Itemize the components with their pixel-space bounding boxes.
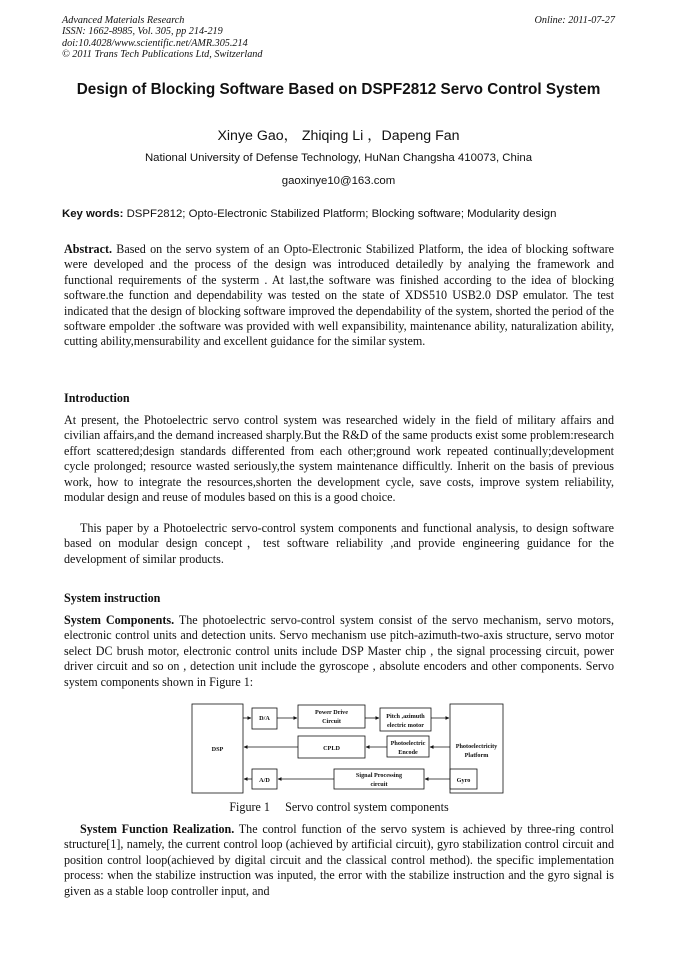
servo-system-diagram — [191, 703, 504, 795]
platform-label-1: Photoelectricity — [455, 743, 498, 750]
paper-affiliation: National University of Defense Technology, HuNan Changsha 410073, China — [144, 152, 533, 164]
system-function-paragraph — [64, 822, 614, 899]
signal-processing-label-2: circuit — [370, 781, 388, 788]
encoder-label-1: Photoelectric — [390, 740, 426, 747]
issn-line: ISSN: 1662-8985, Vol. 305, pp 214-219 — [62, 26, 223, 38]
copyright-line: © 2011 Trans Tech Publications Ltd, Switzerland — [62, 49, 263, 61]
gyro-label: Gyro — [456, 777, 471, 784]
platform-label-2: Platform — [464, 752, 489, 759]
paper-title: Design of Blocking Software Based on DSPF2812 Servo Control System — [76, 81, 601, 98]
keywords-label: Key words: — [62, 208, 124, 220]
system-function-text: The control function of the servo system is achieved by three-ring control structure[1], namely, the current control loop (achieved by artificial circuit), gyro stabilization control circuit and position control loop(achieved by digital circuit and the classical control method). the specific implementation process: when the stabilize instruction was inputed, the error with the stabilize instruction and the gyro signal is given as a stable loop controller input, and — [64, 822, 614, 898]
abstract — [64, 242, 614, 350]
system-components-text: The photoelectric servo-control system consist of the servo mechanism, servo motors, electronic control units and detection units. Servo mechanism use pitch-azimuth-two-axis structure, servo motor select DC brush motor, electronic control units include DSP Master chip , the signal processing circuit, power driver circuit and so on , detection unit include the gyroscope , absolute encoders and other components. Servo system components shown in Figure 1: — [64, 613, 615, 689]
introduction-heading: Introduction — [64, 391, 130, 405]
online-date: Online: 2011-07-27 — [534, 15, 615, 26]
paper-authors: Xinye Gao， Zhiqing Li ，Dapeng Fan — [217, 128, 460, 144]
doi-line: doi:10.4028/www.scientific.net/AMR.305.214 — [62, 37, 248, 49]
abstract-text: Based on the servo system of an Opto-Electronic Stabilized Platform, the idea of blocking software were developed and the process of the design was introduced detailedly by analying the framework and functional requirements of the systerm . At last,the software was finished according to the idea of blocking software.the function and dependability was tested on the state of XDS510 USB2.0 DSP emulator. The test indicated that the design of blocking software improved the dependability of the system, shorted the period of the software empolder .the software was provided with well expansibility, maintenance ability, naturalization ability, cutting ability,mensurability and excellent guidance for the similar system. — [64, 242, 614, 349]
system-function-label: System Function Realization. — [80, 822, 235, 836]
introduction-paragraph-2: This paper by a Photoelectric servo-control system components and functional analysis, to design software based on modular design concept，test software reliability ,and provide engineering guidance for the development of similar products. — [64, 521, 614, 566]
dsp-label: DSP — [211, 746, 224, 753]
system-instruction-heading: System instruction — [64, 591, 161, 605]
system-components-label: System Components. — [64, 613, 175, 627]
pitch-motor-label-2: electric motor — [387, 722, 424, 729]
journal-header — [62, 15, 615, 61]
pitch-motor-label-1: Pitch ,azimuth — [386, 713, 425, 720]
ad-label: A/D — [259, 777, 270, 784]
journal-name: Advanced Materials Research — [62, 15, 185, 26]
system-components-paragraph — [64, 613, 614, 690]
author-email: gaoxinye10@163.com — [281, 175, 396, 187]
introduction-paragraph-1: At present, the Photoelectric servo control system was researched widely in the field of military affairs and civilian affairs,and the demand increased sharply.But the R&D of the same products exist some problem:research effort scattered;design standards differented from each other;ground work repeated continually;development cycle prolonged; resource wasted seriously,the system maintenance difficultly. Inherit on the basis of previous work, how to integrate the resources,shorten the development cycle, save costs, improve system reliability, modular design and reuse of modules based on this is a good choice. — [64, 413, 614, 505]
da-label: D/A — [259, 715, 270, 722]
signal-processing-label-1: Signal Processing — [355, 772, 403, 779]
abstract-label: Abstract. — [64, 242, 113, 256]
keywords-text: DSPF2812; Opto-Electronic Stabilized Platform; Blocking software; Modularity design — [123, 208, 557, 220]
power-drive-label-2: Circuit — [322, 718, 341, 725]
power-drive-label-1: Power Drive — [314, 709, 349, 716]
keywords — [62, 208, 615, 220]
figure-caption: Figure 1 Servo control system components — [229, 800, 449, 814]
encoder-label-2: Encode — [398, 749, 418, 756]
cpld-label: CPLD — [323, 745, 340, 752]
